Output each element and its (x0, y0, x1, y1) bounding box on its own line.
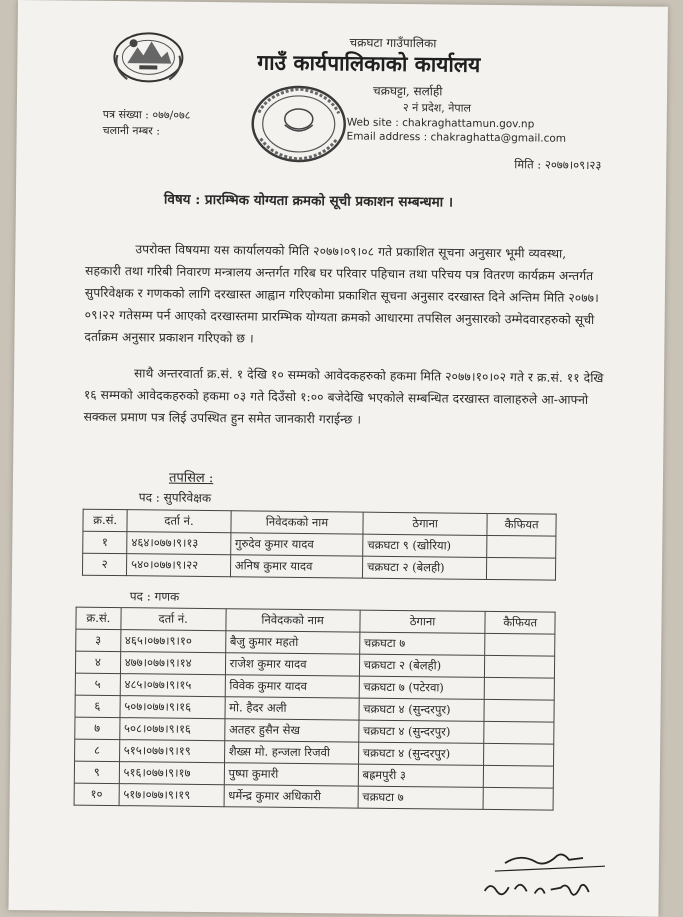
body-paragraph-1-text: उपरोक्त विषयमा यस कार्यालयको मिति २०७७।०९।०८ गते प्रकाशित सूचना अनुसार भूमी व्यवस्था, सहकारी तथा गरिबी निवारण मन्त्रालय अन्तर्गत गरिब घर परिवार पहिचान तथा परिचय पत्र वितरण कार्यक्रम अन्तर्गत सुपरिवेक्षक र गणकको लागि दरखास्त आह्वान गरिएकोमा प्रकाशित सूचना अनुसार दरखास्त दिने अन्तिम मिति २०७७।०९।२२ गतेसम्म पर्न आएको दरखास्तमा प्रारम्भिक योग्यता क्रमको आधारमा तपसिल अनुसारको उम्मेदवारहरुको सूची दर्ताक्रम अनुसार प्रकाशन गरिएको छ । (84, 242, 599, 346)
col-address: ठेगाना (360, 610, 486, 633)
office-title: गाउँ कार्यपालिकाको कार्यालय (257, 49, 481, 77)
cell-name: अतहर हुसैन सेख (224, 719, 358, 742)
cell-remarks (487, 535, 556, 558)
cell-name: राजेश कुमार यादव (225, 653, 359, 676)
col-name: निवेदकको नाम (231, 511, 364, 534)
cell-remarks (485, 677, 555, 700)
cell-reg: ४७७।०७७।९।१४ (120, 652, 225, 675)
nepal-emblem-logo (109, 25, 188, 86)
cell-sn: ९ (74, 761, 119, 783)
supervisor-table (82, 509, 557, 581)
cell-address: चक्रघटा २ (बेलही) (363, 556, 487, 579)
enumerator-post-label: पद : गणक (129, 589, 180, 604)
cell-address: चक्रघटा ९ (खोरिया) (363, 534, 487, 557)
cell-name: अनिष कुमार यादव (230, 555, 363, 578)
dispatch-number: चलानी नम्बर : (102, 123, 161, 138)
cell-address: चक्रघटा ४ (सुन्दरपुर) (359, 698, 485, 721)
col-address: ठेगाना (363, 512, 487, 535)
cell-reg: ५०८।०७७।९।१६ (119, 718, 224, 741)
cell-remarks (484, 743, 554, 766)
cell-remarks (484, 699, 554, 722)
subject-line: विषय : प्रारम्भिक योग्यता क्रमको सूची प्रकाशन सम्बन्धमा । (163, 191, 454, 211)
tapsil-heading: तपसिल : (168, 470, 214, 487)
municipality-name: चक्रघटा गाउँपालिका (349, 35, 437, 51)
letter-sheet (8, 0, 667, 917)
cell-address: बह्रमपुरी ३ (358, 764, 484, 787)
col-reg: दर्ता नं. (121, 608, 226, 631)
cell-address: चक्रघटा ७ (पटेरवा) (359, 676, 485, 699)
col-sn: क्र.सं. (76, 607, 121, 629)
cell-sn: ६ (75, 695, 120, 717)
cell-sn: २ (82, 553, 126, 575)
cell-sn: ७ (75, 717, 120, 739)
cell-reg: ५०७।०७७।९।१६ (120, 696, 225, 719)
cell-sn: ८ (75, 739, 120, 761)
body-paragraph-2 (84, 362, 605, 433)
cell-name: विवेक कुमार यादव (225, 675, 359, 698)
cell-remarks (487, 557, 556, 580)
cell-reg: ४६४।०७७।९।१३ (127, 532, 231, 555)
cell-reg: ४६५।०७७।९।१० (120, 630, 225, 653)
cell-sn: १० (74, 783, 119, 805)
cell-name: शैख्स मो. हन्जला रिजवी (224, 741, 358, 764)
cell-name: बैजु कुमार महतो (225, 631, 359, 654)
supervisor-post-label: पद : सुपरिवेक्षक (138, 490, 212, 506)
cell-address: चक्रघटा ७ (358, 786, 484, 809)
cell-sn: ५ (75, 673, 120, 695)
cell-name: धर्मेन्द्र कुमार अधिकारी (224, 785, 358, 808)
cell-name: पुष्पा कुमारी (224, 763, 358, 786)
col-sn: क्र.सं. (83, 509, 127, 531)
cell-reg: ५१५।०७७।९।१९ (119, 740, 224, 763)
office-seal-stamp (248, 82, 349, 165)
body-paragraph-1 (84, 238, 605, 353)
cell-address: चक्रघटा ७ (359, 632, 485, 655)
reference-number: पत्र संख्या : ०७७/०७८ (102, 107, 191, 122)
cell-sn: ३ (76, 629, 121, 651)
cell-remarks (483, 787, 553, 810)
cell-sn: ४ (75, 651, 120, 673)
letter-date: मिति : २०७७।०९।२३ (514, 157, 602, 173)
cell-remarks (484, 765, 554, 788)
table-row (74, 783, 553, 810)
website-line: Web site : chakraghattamun.gov.np (346, 116, 535, 131)
cell-remarks (485, 633, 555, 656)
cell-address: चक्रघटा २ (बेलही) (359, 654, 485, 677)
body-paragraph-2-text: साथै अन्तरवार्ता क्र.सं. १ देखि १० सम्मको आवेदकहरुको हकमा मिति २०७७।१०।०२ गते र क्र.सं. ११ देखि १६ सम्मको आवेदकहरुको हकमा ०३ गते दिउँसो १:०० बजेदेखि भएकोले सम्बन्धित दरखास्त वालाहरुले आ-आफ्नो सक्कल प्रमाण पत्र लिई उपस्थित हुन समेत जानकारी गराईन्छ । (83, 366, 604, 427)
handwritten-signature (465, 845, 616, 907)
cell-address: चक्रघटा ४ (सुन्दरपुर) (358, 742, 484, 765)
col-remarks: कैफियत (485, 611, 555, 634)
col-reg: दर्ता नं. (127, 510, 231, 533)
cell-reg: ५४०।०७७।९।२२ (127, 554, 231, 577)
cell-name: गुरुदेव कुमार यादव (230, 533, 363, 556)
cell-address: चक्रघटा ४ (सुन्दरपुर) (358, 720, 484, 743)
col-remarks: कैफियत (487, 513, 556, 536)
cell-reg: ४८५।०७७।९।१५ (120, 674, 225, 697)
enumerator-table (74, 607, 556, 811)
email-line: Email address : chakraghatta@gmail.com (346, 130, 567, 145)
col-name: निवेदकको नाम (226, 609, 360, 632)
cell-reg: ५१७।०७७।९।१९ (119, 784, 224, 807)
cell-sn: १ (83, 531, 127, 553)
cell-remarks (485, 655, 555, 678)
cell-name: मो. हैदर अली (225, 697, 359, 720)
address-line-1: चक्रघट्टा, सर्लाही (372, 83, 443, 99)
address-line-2: २ नं प्रदेश, नेपाल (402, 101, 472, 115)
cell-reg: ५१६।०७७।९।१७ (119, 762, 224, 785)
cell-remarks (484, 721, 554, 744)
table-row (82, 553, 555, 580)
